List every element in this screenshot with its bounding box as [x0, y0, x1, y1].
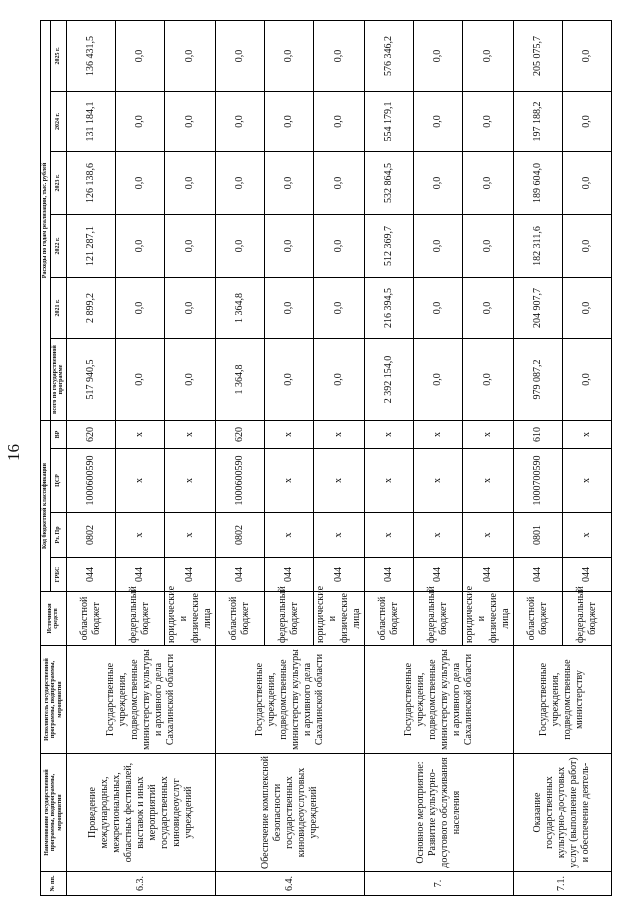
grbs-code: 044: [115, 558, 164, 592]
header-executor: Исполнитель государственной программы, подпрограммы, мероприятия: [41, 646, 67, 754]
event-name: Проведение международных, межрегиональных, областных фестивалей, выставок и иных мероприятий государственных киновидеоуслуг учреждений: [66, 754, 215, 872]
table-row: [364, 20, 413, 895]
header-2025: 2025 г.: [50, 20, 66, 91]
header-source: Источники средств: [41, 592, 67, 646]
grbs-code: 044: [413, 558, 462, 592]
grbs-code: 044: [66, 558, 115, 592]
executor-name: Государственные учреждения, подведомственные министерству культуры и архивного дела Сахалинской области: [215, 646, 364, 754]
csr-code: x: [264, 449, 313, 513]
csr-code: x: [164, 449, 215, 513]
amount-2022: 182 311,6: [513, 214, 562, 277]
amount-2025: 136 431,5: [66, 20, 115, 91]
grbs-code: 044: [562, 558, 611, 592]
item-number: 7.: [364, 872, 513, 896]
executor-name: Государственные учреждения, подведомственные министерству культуры и архивного дела Сахалинской области: [66, 646, 215, 754]
amount-2023: 0,0: [115, 151, 164, 214]
amount-2023: 189 604,0: [513, 151, 562, 214]
amount-2025: 0,0: [413, 20, 462, 91]
csr-code: x: [313, 449, 364, 513]
amount-2021: 2 899,2: [66, 277, 115, 338]
amount-2021: 1 364,8: [215, 277, 264, 338]
funding-source: федеральный бюджет: [413, 592, 462, 646]
executor-name: Государственные учреждения, подведомственные министерству культуры и архивного дела Сахалинской области: [364, 646, 513, 754]
grbs-code: 044: [313, 558, 364, 592]
amount-2024: 0,0: [115, 91, 164, 151]
total-amount: 1 364,8: [215, 338, 264, 420]
header-no: № пп.: [41, 872, 67, 896]
amount-2024: 554 179,1: [364, 91, 413, 151]
amount-2025: 0,0: [115, 20, 164, 91]
funding-source: федеральный бюджет: [115, 592, 164, 646]
csr-code: x: [413, 449, 462, 513]
amount-2021: 0,0: [164, 277, 215, 338]
grbs-code: 044: [164, 558, 215, 592]
rzpr-code: x: [115, 513, 164, 558]
total-amount: 0,0: [462, 338, 513, 420]
rzpr-code: 0802: [215, 513, 264, 558]
funding-source: федеральный бюджет: [264, 592, 313, 646]
header-expenses-group: Расходы по годам реализации, тыс. рублей: [41, 20, 51, 420]
amount-2021: 204 907,7: [513, 277, 562, 338]
amount-2022: 0,0: [264, 214, 313, 277]
amount-2022: 0,0: [313, 214, 364, 277]
table-row: [215, 20, 264, 895]
amount-2025: 0,0: [264, 20, 313, 91]
amount-2021: 0,0: [313, 277, 364, 338]
csr-code: x: [115, 449, 164, 513]
amount-2022: 0,0: [115, 214, 164, 277]
grbs-code: 044: [462, 558, 513, 592]
header-grbs: ГРБС: [50, 558, 66, 592]
header-2024: 2024 г.: [50, 91, 66, 151]
rzpr-code: 0801: [513, 513, 562, 558]
funding-source: федеральный бюджет: [562, 592, 611, 646]
amount-2022: 0,0: [164, 214, 215, 277]
vr-code: x: [264, 420, 313, 448]
amount-2025: 0,0: [215, 20, 264, 91]
amount-2024: 0,0: [164, 91, 215, 151]
vr-code: x: [364, 420, 413, 448]
amount-2021: 0,0: [115, 277, 164, 338]
total-amount: 0,0: [115, 338, 164, 420]
item-number: 6.4.: [215, 872, 364, 896]
item-number: 6.3.: [66, 872, 215, 896]
rzpr-code: x: [364, 513, 413, 558]
table-row: [66, 20, 115, 895]
item-number: 7.1.: [513, 872, 611, 896]
amount-2023: 0,0: [313, 151, 364, 214]
csr-code: x: [562, 449, 611, 513]
amount-2021: 0,0: [462, 277, 513, 338]
header-rzpr: Рз. Пр: [50, 513, 66, 558]
funding-source: областной бюджет: [215, 592, 264, 646]
grbs-code: 044: [215, 558, 264, 592]
amount-2024: 0,0: [264, 91, 313, 151]
amount-2024: 0,0: [462, 91, 513, 151]
amount-2024: 0,0: [562, 91, 611, 151]
amount-2024: 0,0: [413, 91, 462, 151]
funding-source: юридические и физические лица: [164, 592, 215, 646]
amount-2024: 0,0: [215, 91, 264, 151]
header-bcc-group: Код бюджетной классификации: [41, 420, 51, 591]
rzpr-code: x: [264, 513, 313, 558]
header-2022: 2022 г.: [50, 214, 66, 277]
funding-source: областной бюджет: [66, 592, 115, 646]
amount-2023: 0,0: [264, 151, 313, 214]
total-amount: 0,0: [264, 338, 313, 420]
rzpr-code: x: [313, 513, 364, 558]
event-name: Основное мероприятие: Развитие культурно-досугового обслуживания населения: [364, 754, 513, 872]
vr-code: x: [313, 420, 364, 448]
header-csr: ЦСР: [50, 449, 66, 513]
amount-2025: 205 075,7: [513, 20, 562, 91]
amount-2022: 0,0: [462, 214, 513, 277]
header-2023: 2023 г.: [50, 151, 66, 214]
total-amount: 517 940,5: [66, 338, 115, 420]
amount-2024: 0,0: [313, 91, 364, 151]
amount-2021: 0,0: [413, 277, 462, 338]
executor-name: Государственные учреждения, подведомственные министерству: [513, 646, 611, 754]
total-amount: 2 392 154,0: [364, 338, 413, 420]
vr-code: 620: [215, 420, 264, 448]
amount-2022: 0,0: [215, 214, 264, 277]
total-amount: 979 087,2: [513, 338, 562, 420]
amount-2021: 0,0: [264, 277, 313, 338]
amount-2022: 121 287,1: [66, 214, 115, 277]
total-amount: 0,0: [164, 338, 215, 420]
amount-2025: 0,0: [164, 20, 215, 91]
vr-code: 620: [66, 420, 115, 448]
csr-code: 1000700590: [513, 449, 562, 513]
csr-code: x: [364, 449, 413, 513]
amount-2022: 0,0: [413, 214, 462, 277]
amount-2025: 0,0: [313, 20, 364, 91]
header-vr: ВР: [50, 420, 66, 448]
vr-code: x: [115, 420, 164, 448]
amount-2021: 0,0: [562, 277, 611, 338]
grbs-code: 044: [264, 558, 313, 592]
amount-2025: 576 346,2: [364, 20, 413, 91]
rzpr-code: 0802: [66, 513, 115, 558]
header-total: всего по государственной программе: [50, 338, 66, 420]
vr-code: x: [462, 420, 513, 448]
amount-2023: 126 138,6: [66, 151, 115, 214]
program-expenses-table: [40, 20, 612, 896]
event-name: Обеспечение комплексной безопасности государственных киновидеоуслуговых учреждений: [215, 754, 364, 872]
amount-2025: 0,0: [562, 20, 611, 91]
vr-code: x: [164, 420, 215, 448]
amount-2023: 0,0: [562, 151, 611, 214]
csr-code: 1000600590: [215, 449, 264, 513]
table-row: [513, 20, 562, 895]
event-name: Оказание государственных культурно-досуговых услуг (выполнение работ) и обеспечение деятель-: [513, 754, 611, 872]
funding-source: юридические и физические лица: [462, 592, 513, 646]
csr-code: 1000600590: [66, 449, 115, 513]
amount-2023: 0,0: [413, 151, 462, 214]
funding-source: областной бюджет: [513, 592, 562, 646]
funding-source: юридические и физические лица: [313, 592, 364, 646]
funding-source: областной бюджет: [364, 592, 413, 646]
vr-code: x: [413, 420, 462, 448]
amount-2023: 0,0: [164, 151, 215, 214]
amount-2025: 0,0: [462, 20, 513, 91]
amount-2024: 197 188,2: [513, 91, 562, 151]
amount-2022: 0,0: [562, 214, 611, 277]
csr-code: x: [462, 449, 513, 513]
rzpr-code: x: [562, 513, 611, 558]
amount-2023: 0,0: [462, 151, 513, 214]
total-amount: 0,0: [562, 338, 611, 420]
total-amount: 0,0: [313, 338, 364, 420]
rzpr-code: x: [462, 513, 513, 558]
header-event: Наименование государственной программы, подпрограммы, мероприятия: [41, 754, 67, 872]
amount-2022: 512 369,7: [364, 214, 413, 277]
amount-2023: 532 864,5: [364, 151, 413, 214]
amount-2021: 216 394,5: [364, 277, 413, 338]
vr-code: 610: [513, 420, 562, 448]
amount-2023: 0,0: [215, 151, 264, 214]
vr-code: x: [562, 420, 611, 448]
grbs-code: 044: [364, 558, 413, 592]
rzpr-code: x: [413, 513, 462, 558]
page-number: 16: [4, 444, 23, 461]
total-amount: 0,0: [413, 338, 462, 420]
header-2021: 2021 г.: [50, 277, 66, 338]
grbs-code: 044: [513, 558, 562, 592]
amount-2024: 131 184,1: [66, 91, 115, 151]
rzpr-code: x: [164, 513, 215, 558]
